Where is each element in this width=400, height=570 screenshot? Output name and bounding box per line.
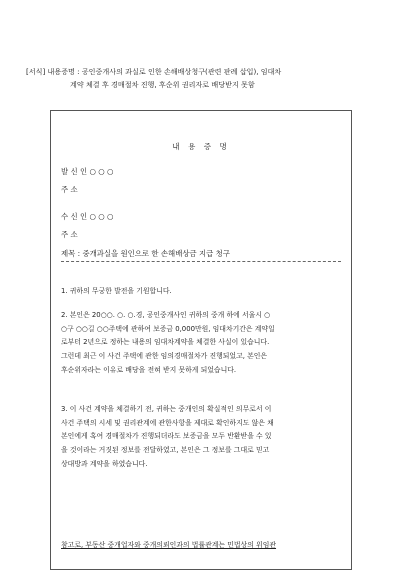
paragraph-3-line: 상대방과 계약을 하였습니다. (61, 459, 148, 468)
header-line-2: 계약 체결 후 경매절차 진행, 후순위 권리자로 배당받지 못함 (70, 79, 255, 89)
letter-body (50, 110, 352, 570)
sender-address-label: 주 소 (61, 185, 78, 194)
separator-line (61, 261, 341, 262)
paragraph-3-line: 을 것이라는 거짓된 정보를 전달하였고, 본인은 그 정보를 그대로 믿고 (61, 446, 270, 455)
recipient-address-label: 주 소 (61, 230, 78, 239)
paragraph-2-line: ○구 ○○길 ○○주택에 관하여 보증금 0,000만원, 임대차기간은 계약일 (61, 324, 275, 333)
paragraph-3-line: 본인에게 혹여 경매절차가 진행되더라도 보증금을 모두 반환받을 수 있 (61, 432, 272, 441)
header-line-1: [서식] 내용증명 : 공인중개사의 과실로 인한 손해배상청구(관련 판례 삽입), 임대차 (26, 67, 282, 76)
paragraph-3-line: 사건 주택의 시세 및 권리관계에 관한사항을 제대로 확인하지도 않은 채 (61, 418, 274, 427)
paragraph-1: 1. 귀하의 무궁한 발전을 기원합니다. (61, 287, 172, 295)
sender-label: 발 신 인 ○ ○ ○ (61, 167, 114, 176)
paragraph-2-line: 그런데 최근 이 사건 주택에 관한 임의경매절차가 진행되었고, 본인은 (61, 352, 268, 361)
paragraph-2 (61, 309, 343, 378)
reference-note: 참고로, 부동산 중개업자와 중개의뢰인과의 법률관계는 민법상의 위임관 (61, 541, 277, 549)
paragraph-2-line: 후순위자라는 이유로 배당을 전혀 받지 못하게 되었습니다. (61, 365, 237, 374)
paragraph-3 (61, 403, 343, 472)
paragraph-3-line: 3. 이 사건 계약을 체결하기 전, 귀하는 중개인의 확실적인 의무로서 이 (61, 405, 272, 413)
paragraph-2-line: 2. 본인은 20○○. ○. ○.경, 공인중개사인 귀하의 중개 하에 서울시 ○ (61, 311, 271, 319)
letter-title: 내 용 증 명 (172, 142, 230, 151)
document-header (26, 66, 378, 91)
subject-line: 제목 : 중개과실을 원인으로 한 손해배상금 지급 청구 (61, 249, 230, 258)
recipient-label: 수 신 인 ○ ○ ○ (61, 212, 114, 221)
paragraph-2-line: 로부터 2년으로 정하는 내용의 임대차계약을 체결한 사실이 있습니다. (61, 338, 270, 347)
